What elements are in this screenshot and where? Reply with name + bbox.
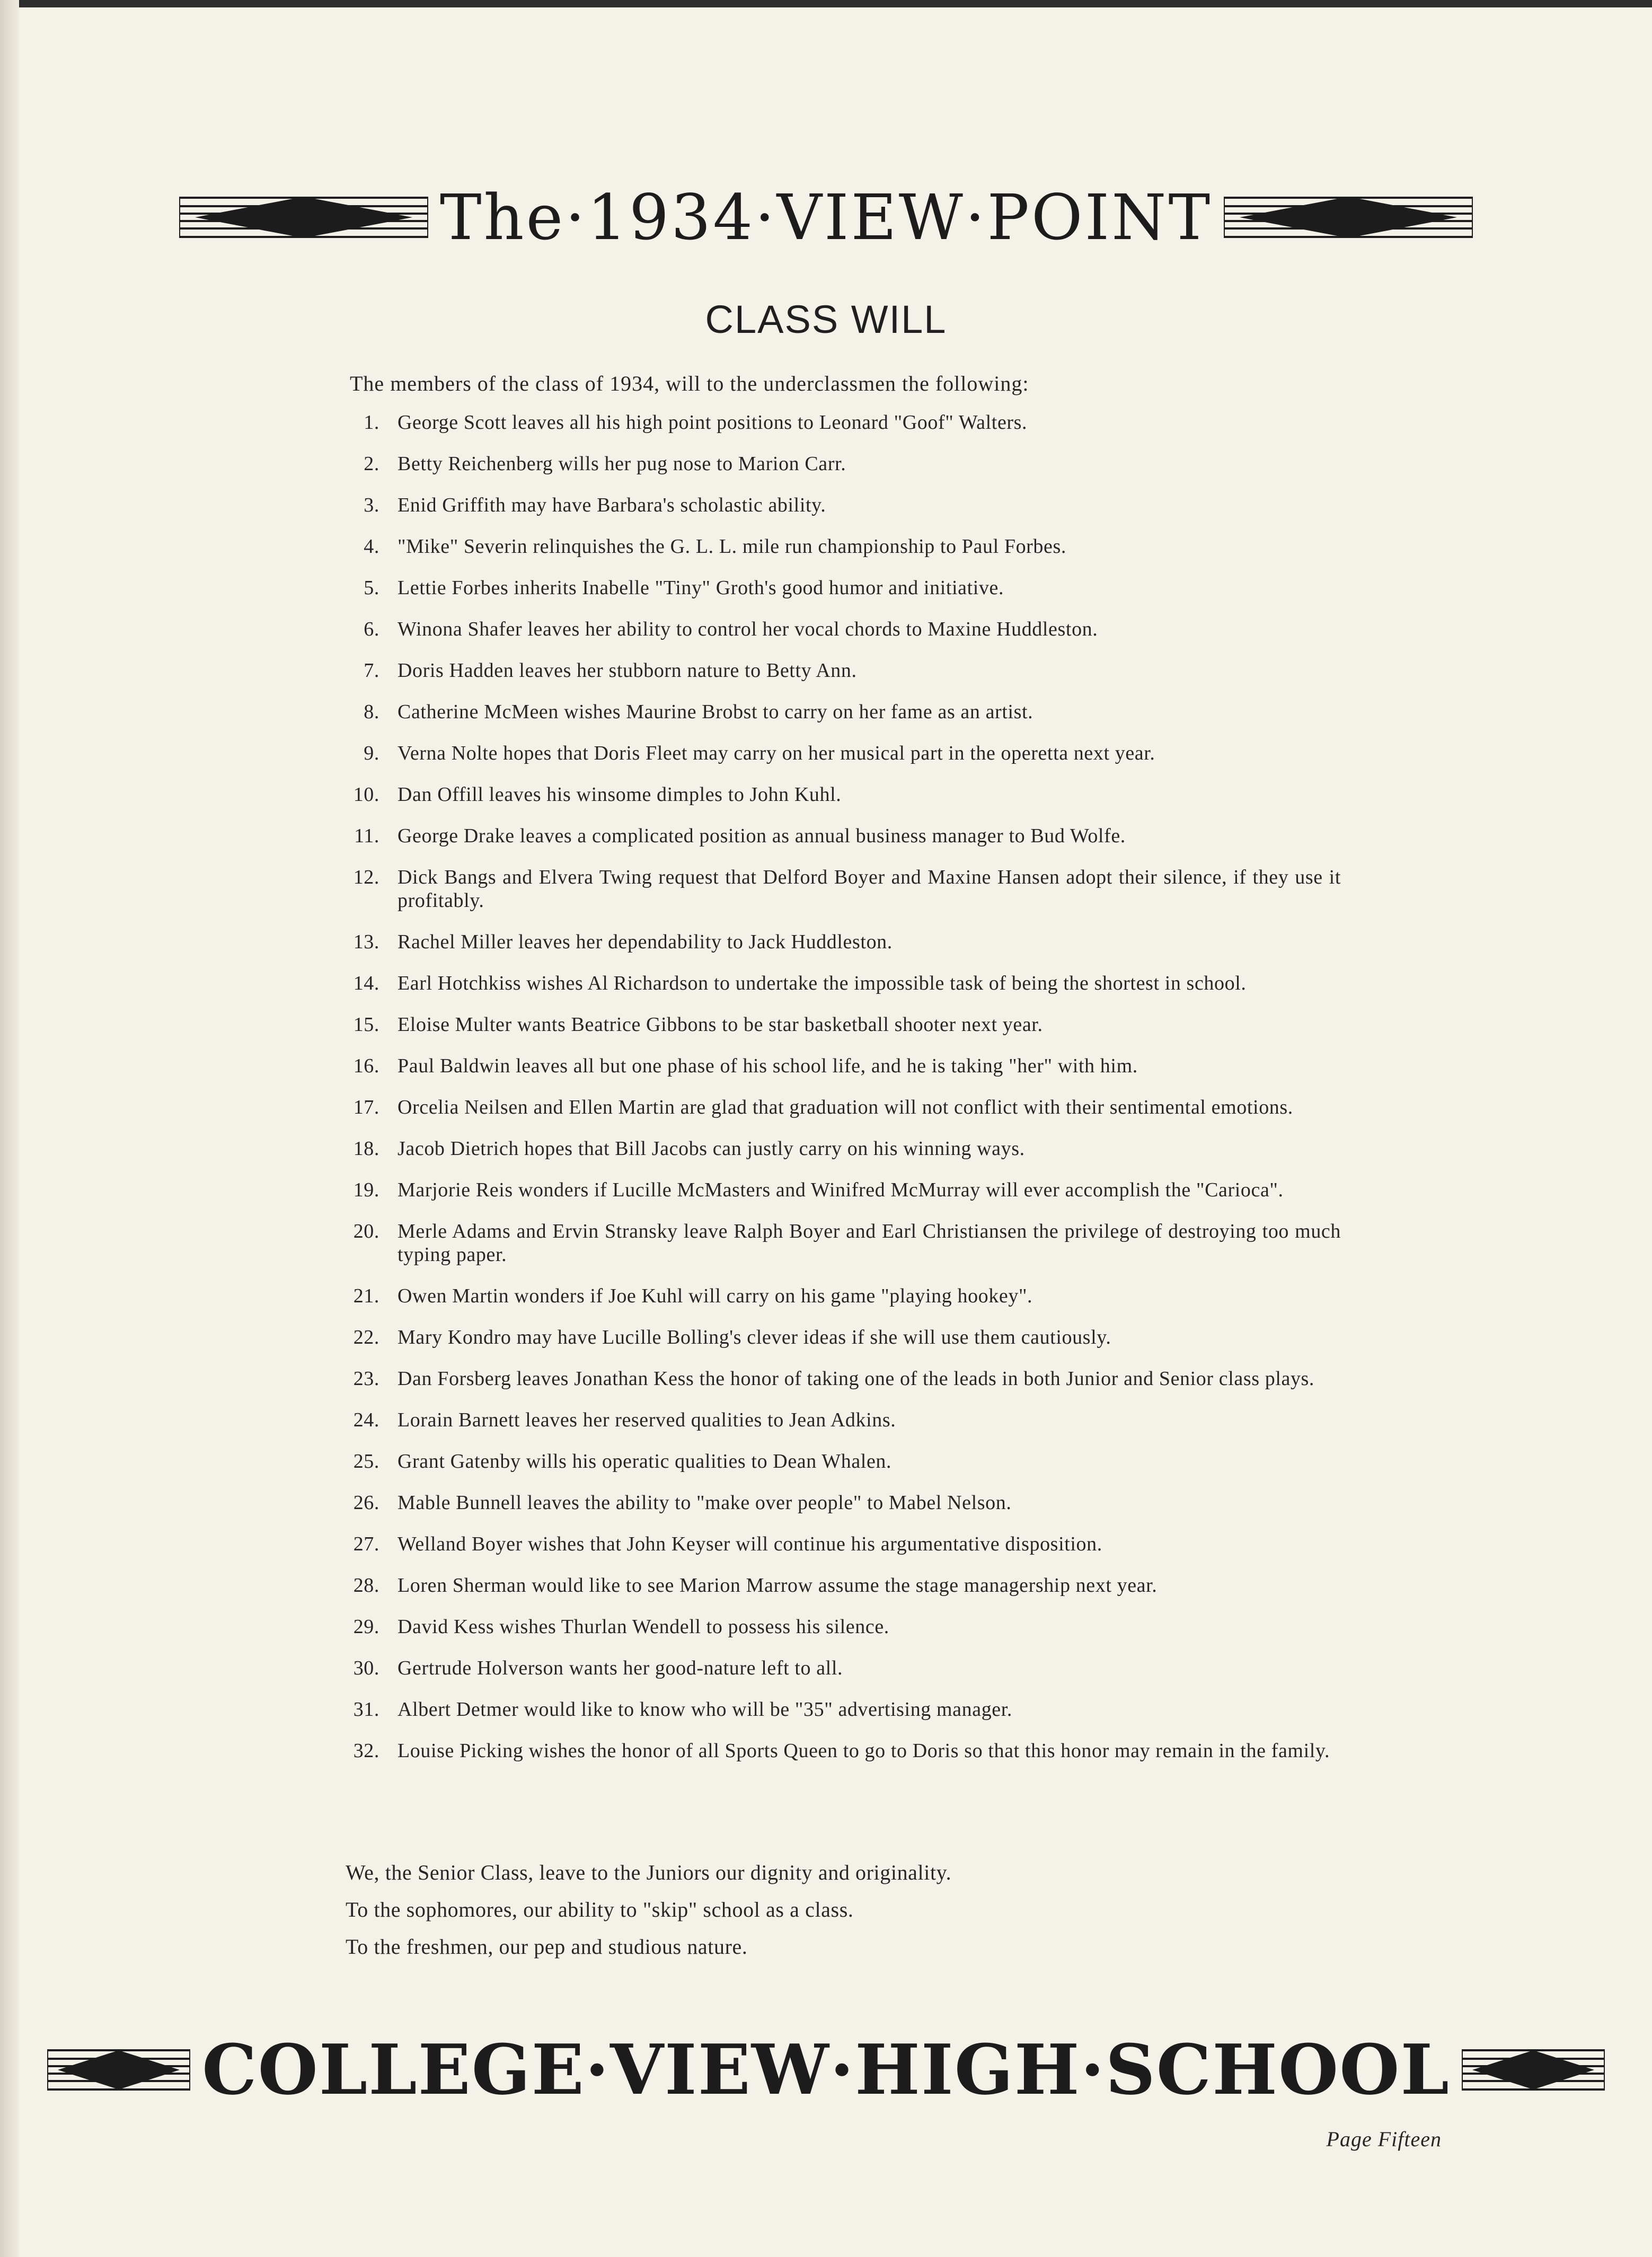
bequest-text: Lettie Forbes inherits Inabelle "Tiny" Groth's good humor and initiative. [397, 577, 1004, 599]
bequest-item [339, 1013, 1341, 1036]
page-number: Page Fifteen [1326, 2127, 1442, 2151]
closing-line-juniors: We, the Senior Class, leave to the Juniors our dignity and originality. [346, 1861, 952, 1884]
bequest-item [339, 1450, 1341, 1473]
bequest-list [339, 411, 1341, 1780]
bequest-number: 24. [353, 1409, 379, 1431]
bequest-item [339, 535, 1341, 558]
bequest-text: Orcelia Neilsen and Ellen Martin are glad that graduation will not conflict with their sentimental emotions. [397, 1096, 1293, 1118]
bequest-number: 12. [353, 866, 379, 888]
bequest-number: 2. [364, 453, 379, 475]
bequest-text: Eloise Multer wants Beatrice Gibbons to be star basketball shooter next year. [397, 1013, 1043, 1036]
bequest-item [339, 659, 1341, 682]
bequest-number: 17. [353, 1096, 379, 1118]
bequest-text: Albert Detmer would like to know who will be "35" advertising manager. [397, 1698, 1013, 1721]
bequest-number: 26. [353, 1492, 379, 1514]
bequest-text: Dan Forsberg leaves Jonathan Kess the honor of taking one of the leads in both Junior and Senior class plays. [397, 1368, 1315, 1390]
bequest-number: 3. [364, 494, 379, 516]
bequest-number: 31. [353, 1698, 379, 1721]
bequest-text: Lorain Barnett leaves her reserved qualities to Jean Adkins. [397, 1409, 896, 1431]
bequest-item [339, 1574, 1341, 1597]
bequest-text: Enid Griffith may have Barbara's scholastic ability. [397, 494, 826, 516]
footer-banner [0, 2025, 1652, 2115]
bequest-number: 10. [353, 783, 379, 806]
footer-title: COLLEGE·VIEW·HIGH·SCHOOL [202, 2029, 1450, 2110]
bequest-item [339, 1178, 1341, 1202]
bequest-text: Marjorie Reis wonders if Lucille McMasters and Winifred McMurray will ever accomplish the "Carioca". [397, 1179, 1284, 1201]
header-right-ornament [1224, 193, 1473, 241]
bequest-text: George Drake leaves a complicated position as annual business manager to Bud Wolfe. [397, 825, 1126, 847]
bequest-item [339, 1739, 1341, 1762]
bequest-item [339, 452, 1341, 475]
bequest-number: 11. [354, 825, 379, 847]
bequest-text: George Scott leaves all his high point positions to Leonard "Goof" Walters. [397, 411, 1028, 434]
bequest-text: Catherine McMeen wishes Maurine Brobst to carry on her fame as an artist. [397, 701, 1033, 723]
bequest-number: 7. [364, 659, 379, 682]
bequest-number: 25. [353, 1450, 379, 1473]
footer-left-ornament [47, 2046, 190, 2094]
bequest-item [339, 1408, 1341, 1432]
bequest-text: Winona Shafer leaves her ability to control her vocal chords to Maxine Huddleston. [397, 618, 1098, 640]
bequest-item [339, 700, 1341, 724]
bequest-item [339, 576, 1341, 599]
bequest-text: Paul Baldwin leaves all but one phase of his school life, and he is taking "her" with him. [397, 1055, 1138, 1077]
bequest-text: Betty Reichenberg wills her pug nose to Marion Carr. [397, 453, 846, 475]
bequest-item [339, 493, 1341, 517]
footer-right-ornament [1462, 2046, 1605, 2094]
bequest-number: 8. [364, 701, 379, 723]
header-left-ornament [179, 193, 428, 241]
bequest-number: 9. [364, 742, 379, 764]
bequest-number: 14. [353, 972, 379, 994]
bequest-text: Dan Offill leaves his winsome dimples to John Kuhl. [397, 783, 842, 806]
bequest-item [339, 1532, 1341, 1556]
bequest-number: 18. [353, 1138, 379, 1160]
bequest-text: Owen Martin wonders if Joe Kuhl will carry on his game "playing hookey". [397, 1285, 1033, 1307]
bequest-number: 1. [364, 411, 379, 434]
bequest-text: Doris Hadden leaves her stubborn nature to Betty Ann. [397, 659, 857, 682]
bequest-item [339, 742, 1341, 765]
bequest-item [339, 411, 1341, 434]
bequest-item [339, 1615, 1341, 1638]
bequest-item [339, 1054, 1341, 1078]
bequest-text: Jacob Dietrich hopes that Bill Jacobs can justly carry on his winning ways. [397, 1138, 1025, 1160]
bequest-item [339, 783, 1341, 806]
bequest-number: 27. [353, 1533, 379, 1555]
bequest-text: Grant Gatenby wills his operatic qualities to Dean Whalen. [397, 1450, 892, 1473]
bequest-item [339, 1137, 1341, 1160]
bequest-number: 6. [364, 618, 379, 640]
intro-text: The members of the class of 1934, will to the underclassmen the following: [350, 372, 1029, 395]
bequest-item [339, 930, 1341, 954]
bequest-number: 16. [353, 1055, 379, 1077]
bequest-text: Mary Kondro may have Lucille Bolling's clever ideas if she will use them cautiously. [397, 1326, 1111, 1348]
bequest-text: Louise Picking wishes the honor of all Sports Queen to go to Doris so that this honor may remain in the family. [397, 1740, 1330, 1762]
bequest-number: 30. [353, 1657, 379, 1679]
bequest-text: Gertrude Holverson wants her good-nature left to all. [397, 1657, 843, 1679]
bequest-number: 29. [353, 1616, 379, 1638]
bequest-number: 13. [353, 931, 379, 953]
page-heading: CLASS WILL [705, 297, 947, 341]
bequest-text: Dick Bangs and Elvera Twing request that Delford Boyer and Maxine Hansen adopt their silence, if they use it profitably. [397, 866, 1341, 912]
bequest-item [339, 618, 1341, 641]
bequest-number: 19. [353, 1179, 379, 1201]
bequest-item [339, 1491, 1341, 1514]
header-title: The·1934·VIEW·POINT [439, 181, 1213, 254]
bequest-item [339, 1656, 1341, 1680]
closing-line-sophomores: To the sophomores, our ability to "skip" school as a class. [346, 1898, 854, 1921]
bequest-number: 32. [353, 1740, 379, 1762]
bequest-text: Earl Hotchkiss wishes Al Richardson to undertake the impossible task of being the shortest in school. [397, 972, 1247, 994]
bequest-text: Loren Sherman would like to see Marion Marrow assume the stage managership next year. [397, 1574, 1158, 1597]
bequest-text: David Kess wishes Thurlan Wendell to possess his silence. [397, 1616, 889, 1638]
bequest-number: 22. [353, 1326, 379, 1348]
closing-statements [346, 1861, 1353, 1972]
bequest-number: 20. [353, 1220, 379, 1242]
bequest-number: 5. [364, 577, 379, 599]
page-top-edge [0, 0, 1652, 7]
bequest-item [339, 1096, 1341, 1119]
bequest-text: Rachel Miller leaves her dependability to Jack Huddleston. [397, 931, 893, 953]
bequest-text: "Mike" Severin relinquishes the G. L. L. mile run championship to Paul Forbes. [397, 535, 1066, 558]
bequest-item [339, 1220, 1341, 1266]
bequest-text: Welland Boyer wishes that John Keyser will continue his argumentative disposition. [397, 1533, 1102, 1555]
bequest-number: 21. [353, 1285, 379, 1307]
bequest-number: 15. [353, 1013, 379, 1036]
bequest-item [339, 1367, 1341, 1390]
bequest-text: Merle Adams and Ervin Stransky leave Ralph Boyer and Earl Christiansen the privilege of destroying too much typing paper. [397, 1220, 1341, 1266]
bequest-text: Verna Nolte hopes that Doris Fleet may carry on her musical part in the operetta next year. [397, 742, 1155, 764]
bequest-item [339, 1284, 1341, 1308]
bequest-item [339, 1698, 1341, 1721]
bequest-item [339, 972, 1341, 995]
bequest-number: 28. [353, 1574, 379, 1597]
bequest-item [339, 824, 1341, 848]
bequest-number: 23. [353, 1368, 379, 1390]
closing-line-freshmen: To the freshmen, our pep and studious nature. [346, 1935, 748, 1959]
bequest-item [339, 1326, 1341, 1349]
header-banner [0, 180, 1652, 254]
bequest-text: Mable Bunnell leaves the ability to "make over people" to Mabel Nelson. [397, 1492, 1012, 1514]
bequest-item [339, 866, 1341, 912]
bequest-number: 4. [364, 535, 379, 558]
